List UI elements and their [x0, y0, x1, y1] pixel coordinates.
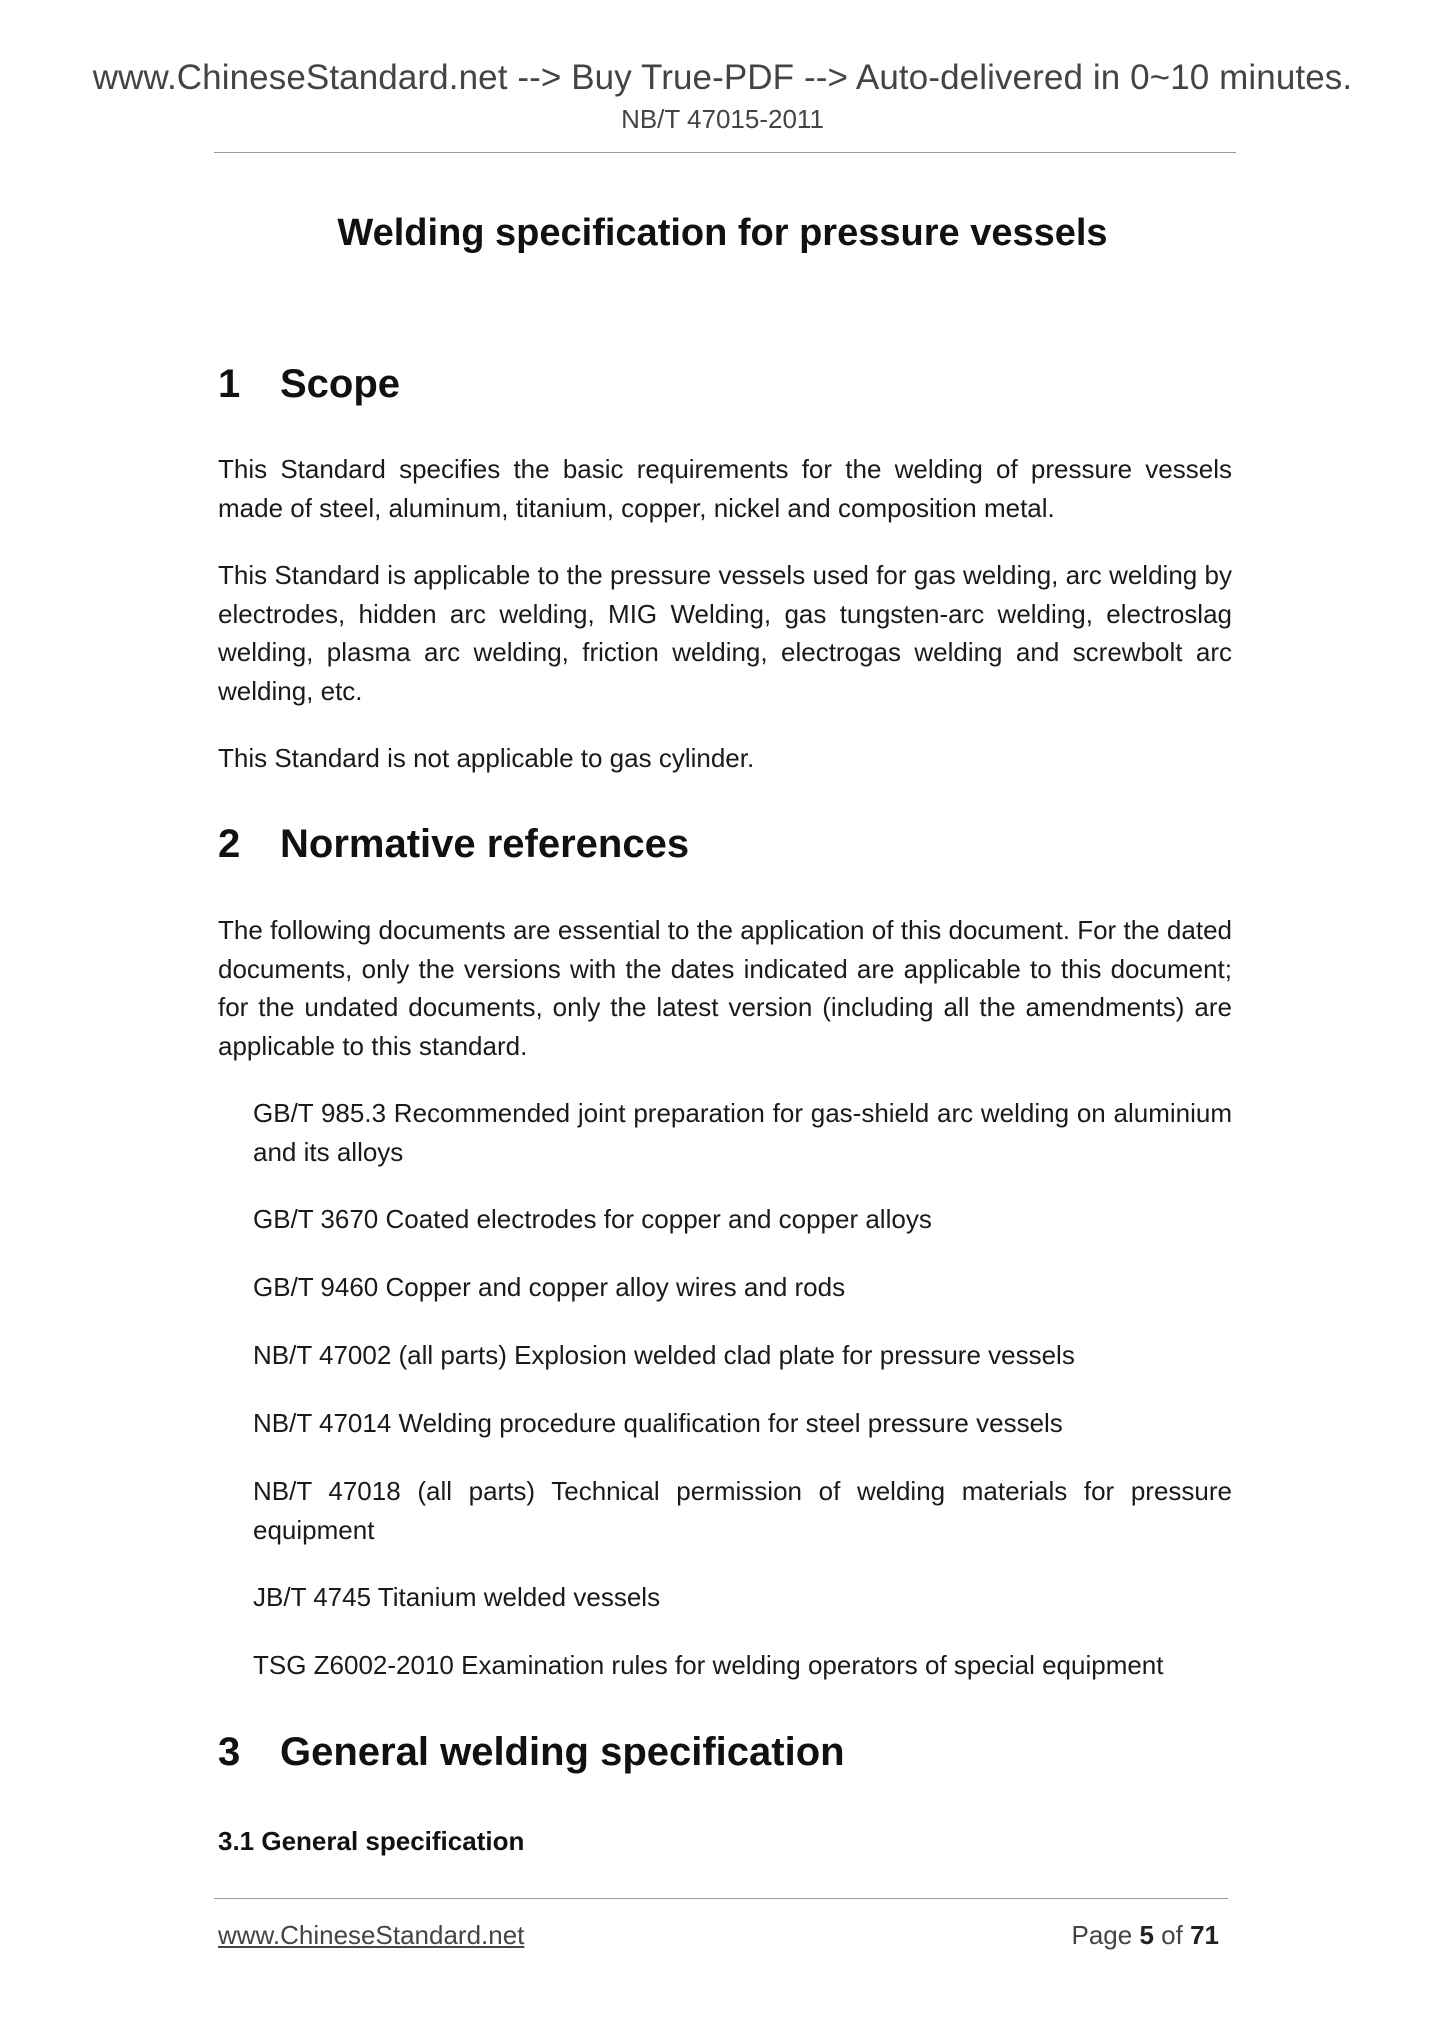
reference-item: NB/T 47018 (all parts) Technical permission of welding materials for pressure equipment	[253, 1476, 1232, 1545]
scope-paragraph-3: This Standard is not applicable to gas cylinder.	[218, 743, 755, 773]
reference-item: GB/T 9460 Copper and copper alloy wires and rods	[253, 1272, 846, 1302]
page-of: of	[1161, 1920, 1183, 1950]
reference-item: TSG Z6002-2010 Examination rules for welding operators of special equipment	[253, 1650, 1164, 1680]
section-2-heading	[218, 822, 689, 867]
scope-paragraph-2: This Standard is applicable to the pressure vessels used for gas welding, arc welding by electrodes, hidden arc welding, MIG Welding, gas tungsten-arc welding, electroslag welding, plasma arc welding, friction welding, electrogas welding and screwbolt arc welding, etc.	[218, 560, 1232, 706]
references-intro: The following documents are essential to the application of this document. For the dated documents, only the versions with the dates indicated are applicable to this document; for the undated documents, only the latest version (including all the amendments) are applicable to this standard.	[218, 915, 1232, 1061]
reference-item: GB/T 3670 Coated electrodes for copper and copper alloys	[253, 1204, 932, 1234]
section-title: Normative references	[280, 822, 690, 866]
header-banner: www.ChineseStandard.net --> Buy True-PDF --> Auto-delivered in 0~10 minutes.	[92, 58, 1353, 97]
page-current: 5	[1139, 1920, 1154, 1950]
footer-divider	[214, 1898, 1228, 1899]
reference-item: JB/T 4745 Titanium welded vessels	[253, 1582, 661, 1612]
page-indicator	[1071, 1920, 1219, 1951]
section-number: 3	[218, 1730, 241, 1774]
footer-site-link[interactable]: www.ChineseStandard.net	[218, 1920, 525, 1950]
reference-item: GB/T 985.3 Recommended joint preparation for gas-shield arc welding on aluminium and its alloys	[253, 1098, 1232, 1167]
section-number: 2	[218, 822, 241, 866]
section-1-heading	[218, 362, 400, 407]
section-title: General welding specification	[280, 1730, 845, 1774]
document-title: Welding specification for pressure vessels	[337, 212, 1108, 254]
standard-code: NB/T 47015-2011	[621, 104, 824, 134]
section-3-heading	[218, 1730, 845, 1775]
section-number: 1	[218, 362, 241, 406]
reference-item: NB/T 47014 Welding procedure qualification for steel pressure vessels	[253, 1408, 1063, 1438]
reference-item: NB/T 47002 (all parts) Explosion welded clad plate for pressure vessels	[253, 1340, 1075, 1370]
section-title: Scope	[280, 362, 401, 406]
subsection-heading: 3.1 General specification	[218, 1826, 525, 1856]
header-divider	[214, 152, 1236, 153]
page-total: 71	[1190, 1920, 1219, 1950]
scope-paragraph-1: This Standard specifies the basic requirements for the welding of pressure vessels made of steel, aluminum, titanium, copper, nickel and composition metal.	[218, 454, 1232, 523]
page-label: Page	[1071, 1920, 1133, 1950]
